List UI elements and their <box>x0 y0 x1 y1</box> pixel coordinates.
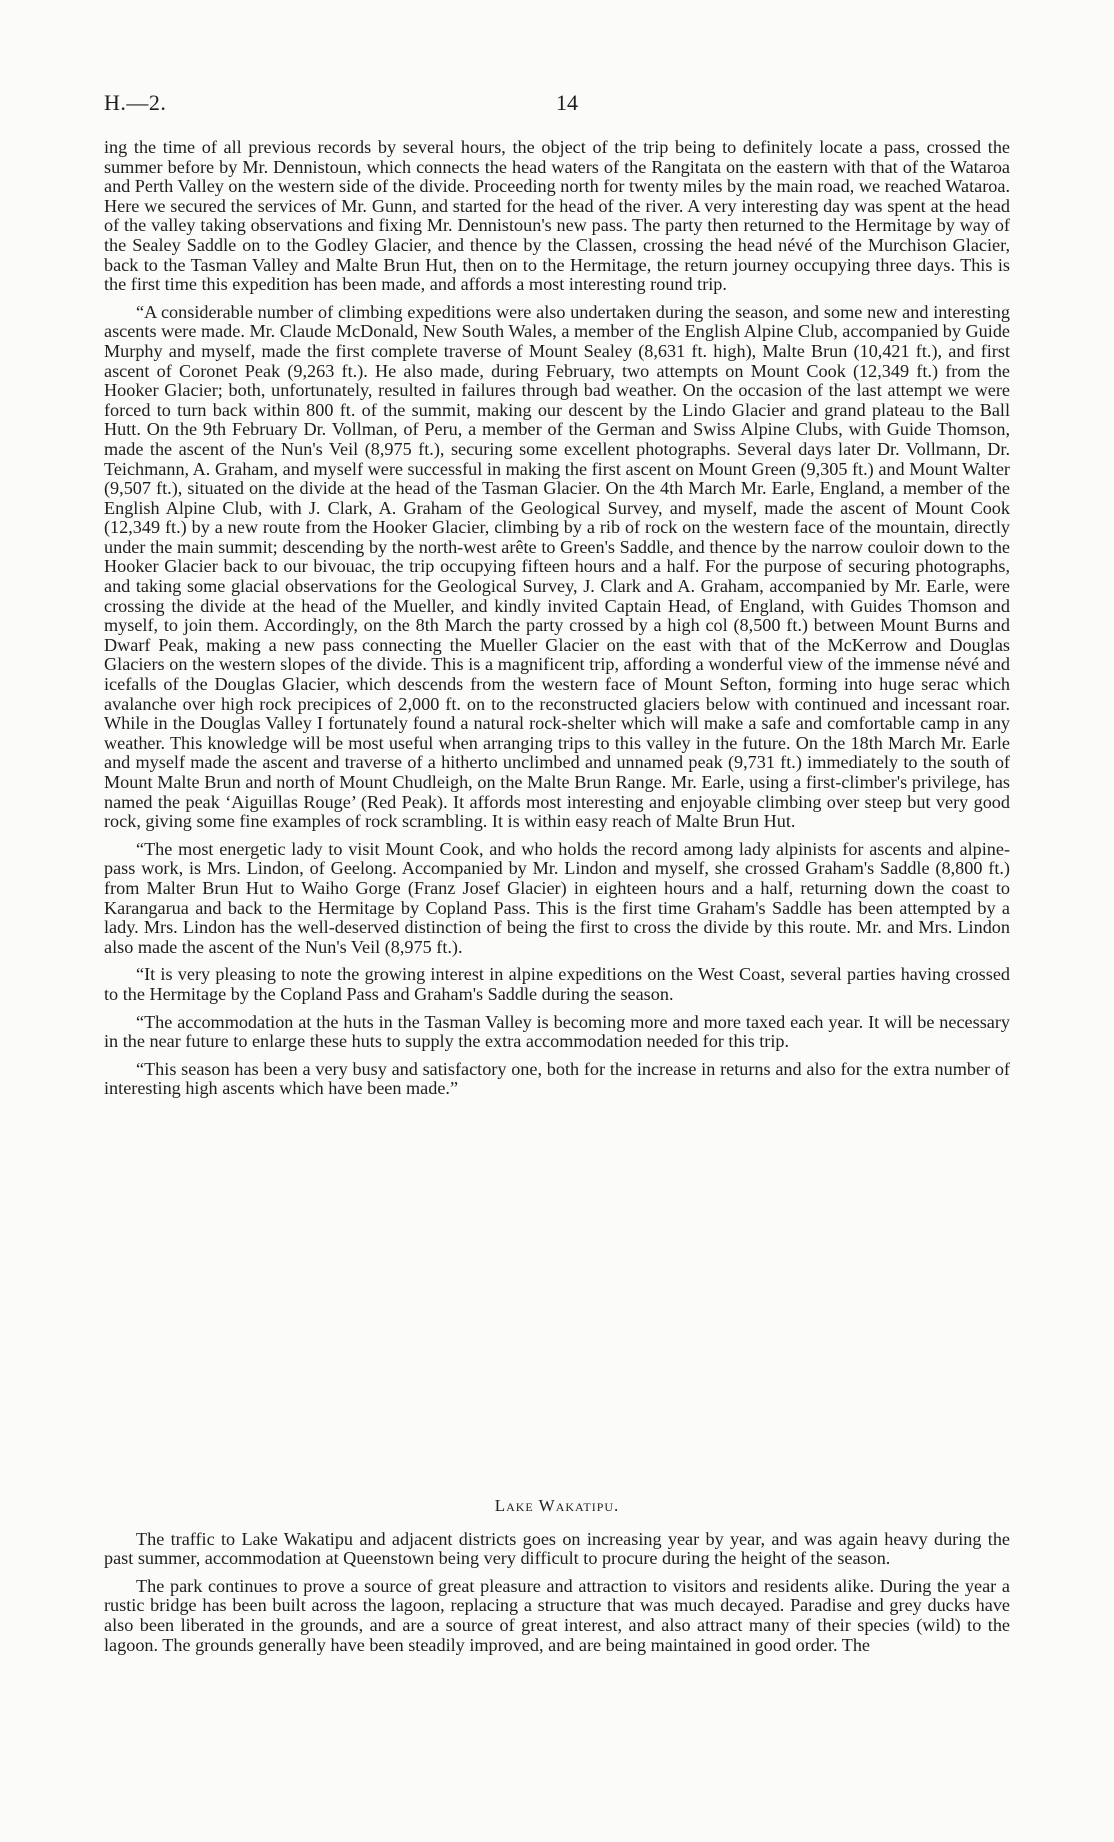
page-header <box>104 90 1010 120</box>
paragraph: “The most energetic lady to visit Mount Cook, and who holds the record among lady alpinists for ascents and alpine-pass work, is Mrs. Lindon, of Geelong. Accompanied by Mr. Lindon and myself, she crossed Graham's Saddle (8,800 ft.) from Malter Brun Hut to Waiho Gorge (Franz Josef Glacier) in eighteen hours and a half, returning down the coast to Karangarua and back to the Hermitage by Copland Pass. This is the first time Graham's Saddle has been attempted by a lady. Mrs. Lindon has the well-deserved distinction of being the first to cross the divide by this route. Mr. and Mrs. Lindon also made the ascent of the Nun's Veil (8,975 ft.). <box>104 838 1010 957</box>
paragraph: “The accommodation at the huts in the Tasman Valley is becoming more and more taxed each year. It will be necessary in the near future to enlarge these huts to supply the extra accommodation needed for this trip. <box>104 1011 1010 1052</box>
section-heading: Lake Wakatipu. <box>494 1496 620 1515</box>
document-reference: H.—2. <box>104 90 167 115</box>
paragraph: “A considerable number of climbing expeditions were also undertaken during the season, and some new and interesting ascents were made. Mr. Claude McDonald, New South Wales, a member of the English Alpine Club, accompanied by Guide Murphy and myself, made the first complete traverse of Mount Sealey (8,631 ft. high), Malte Brun (10,421 ft.), and first ascent of Coronet Peak (9,263 ft.). He also made, during February, two attempts on Mount Cook (12,349 ft.) from the Hooker Glacier; both, unfortunately, resulted in failures through bad weather. On the occasion of the last attempt we were forced to turn back within 800 ft. of the summit, making our descent by the Lindo Glacier and grand plateau to the Ball Hutt. On the 9th February Dr. Vollman, of Peru, a member of the German and Swiss Alpine Clubs, with Guide Thomson, made the ascent of the Nun's Veil (8,975 ft.), securing some excellent photographs. Several days later Dr. Vollmann, Dr. Teichmann, A. Graham, and myself were successful in making the first ascent on Mount Green (9,305 ft.) and Mount Walter (9,507 ft.), situated on the divide at the head of the Tasman Glacier. On the 4th March Mr. Earle, England, a member of the English Alpine Club, with J. Clark, A. Graham of the Geological Survey, and myself, made the ascent of Mount Cook (12,349 ft.) by a new route from the Hooker Glacier, climbing by a rib of rock on the western face of the mountain, directly under the main summit; descending by the north-west arête to Green's Saddle, and thence by the narrow couloir down to the Hooker Glacier back to our bivouac, the trip occupying fifteen hours and a half. For the purpose of securing photographs, and taking some glacial observations for the Geological Survey, J. Clark and A. Graham, accompanied by Mr. Earle, were crossing the divide at the head of the Mueller, and kindly invited Captain Head, of England, with Guides Thomson and myself, to join them. Accordingly, on the 8th March the party crossed by a high col (8,500 ft.) between Mount Burns and Dwarf Peak, making a new pass connecting the Mueller Glacier on the east with that of the McKerrow and Douglas Glaciers on the western slopes of the divide. This is a magnificent trip, affording a wonderful view of the immense névé and icefalls of the Douglas Glacier, which descends from the western face of Mount Sefton, forming into huge serac which avalanche over high rock precipices of 2,000 ft. on to the reconstructed glaciers below with continued and incessant roar. While in the Douglas Valley I fortunately found a natural rock-shelter which will make a safe and comfortable camp in any weather. This knowledge will be most useful when arranging trips to this valley in the future. On the 18th March Mr. Earle and myself made the ascent and traverse of a hitherto unclimbed and unnamed peak (9,731 ft.) immediately to the south of Mount Malte Brun and north of Mount Chudleigh, on the Malte Brun Range. Mr. Earle, using a first-climber's privilege, has named the peak ‘Aiguillas Rouge’ (Red Peak). It affords most interesting and enjoyable climbing over steep but very good rock, giving some fine examples of rock scrambling. It is within easy reach of Malte Brun Hut. <box>104 301 1010 832</box>
paragraph: “It is very pleasing to note the growing interest in alpine expeditions on the West Coast, several parties having crossed to the Hermitage by the Copland Pass and Graham's Saddle during the season. <box>104 964 1010 1004</box>
paragraph: “This season has been a very busy and satisfactory one, both for the increase in returns and also for the extra number of interesting high ascents which have been made.” <box>104 1058 1010 1099</box>
page-number: 14 <box>556 90 578 115</box>
paragraph: The traffic to Lake Wakatipu and adjacent districts goes on increasing year by year, and was again heavy during the past summer, accommodation at Queenstown being very difficult to procure during the height of the season. <box>104 1528 1010 1569</box>
body-text <box>104 138 1010 1107</box>
paragraph: The park continues to prove a source of great pleasure and attraction to visitors and residents alike. During the year a rustic bridge has been built across the lagoon, replacing a structure that was much decayed. Paradise and grey ducks have also been liberated in the grounds, and are a source of great interest, and also attract many of their species (wild) to the lagoon. The grounds generally have been steadily improved, and are being maintained in good order. The <box>104 1575 1010 1655</box>
paragraph: ing the time of all previous records by several hours, the object of the trip being to definitely locate a pass, crossed the summer before by Mr. Dennistoun, which connects the head waters of the Rangitata on the eastern with that of the Wataroa and Perth Valley on the western side of the divide. Proceeding north for twenty miles by the main road, we reached Wataroa. Here we secured the services of Mr. Gunn, and started for the head of the river. A very interesting day was spent at the head of the valley taking observations and fixing Mr. Dennistoun's new pass. The party then returned to the Hermitage by way of the Sealey Saddle on to the Godley Glacier, and thence by the Classen, crossing the head névé of the Murchison Glacier, back to the Tasman Valley and Malte Brun Hut, then on to the Hermitage, the return journey occupying three days. This is the first time this expedition has been made, and affords a most interesting round trip. <box>104 137 1010 295</box>
lake-wakatipu-section <box>104 1496 1010 1663</box>
